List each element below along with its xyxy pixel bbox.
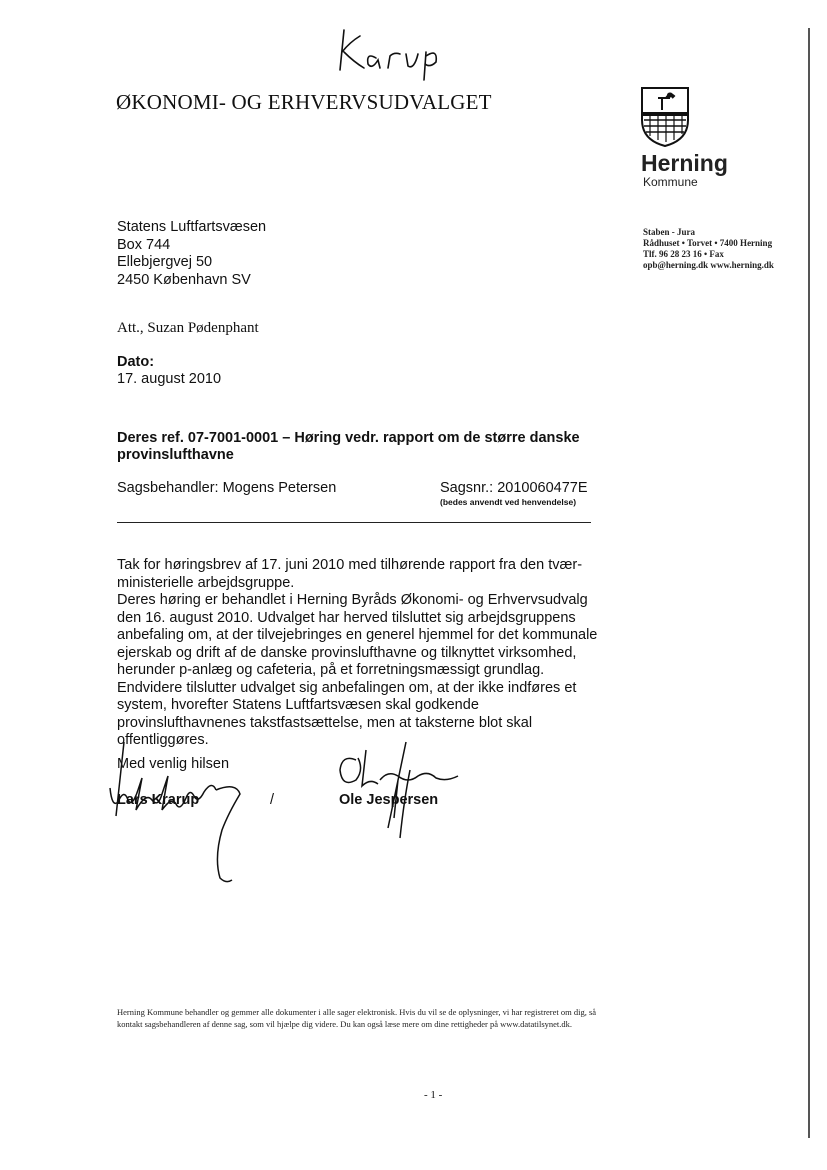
date-value: 17. august 2010 [117,371,222,387]
sender-phone: Tlf. 96 28 23 16 • Fax [643,249,724,259]
sender-department: Staben - Jura [643,227,696,237]
body-paragraph: Deres høring er behandlet i Herning Byråds Økonomi- og Erhvervsudvalg den 16. august 2010. Udvalget har herved tilsluttet sig arbejdsgruppens anbefaling om, at der tilvejebringes en generel hjemmel for det kommunale ejerskab og drift af de danske provinslufthavne og tilknyttet virksomhed, herunder p-anlæg og cafeteria, på et forretningsmæssigt grundlag. Endvidere tilslutter udvalget sig anbefalingen om, at der ikke indføres et system, hvorefter Statens Luftfartsvæsen skal godkende provinslufthavnenes takstfastsættelse, men at taksterne blot skal offentliggøres. [117,592,598,748]
sender-block [643,227,774,271]
recipient-address [117,219,266,289]
body-paragraph: Tak for høringsbrev af 17. juni 2010 med tilhørende rapport fra den tvær-ministerielle arbejdsgruppe. [117,557,583,591]
municipality-subtitle: Kommune [643,175,698,189]
signatory-1-name: Lars Krarup [117,792,200,808]
reference-heading: Deres ref. 07-7001-0001 – Høring vedr. rapport om de større danske provinslufthavne [117,430,580,463]
recipient-line: 2450 København SV [117,271,251,288]
divider [117,522,591,523]
closing-greeting: Med venlig hilsen [117,756,230,772]
case-number-note: (bedes anvendt ved henvendelse) [440,497,577,507]
committee-title: ØKONOMI- OG ERHVERVSUDVALGET [116,90,492,114]
signature-2 [328,740,478,840]
letter-body [117,557,601,750]
herning-coat-of-arms-icon [640,86,690,148]
recipient-line: Ellebjergvej 50 [117,254,213,270]
scan-edge-line [808,28,810,1138]
municipality-name: Herning [641,150,728,176]
signatory-separator: / [270,792,275,808]
date-label: Dato: [117,354,155,370]
attention-line: Att., Suzan Pødenphant [117,320,259,336]
recipient-line: Statens Luftfartsvæsen [117,219,267,235]
privacy-footer: Herning Kommune behandler og gemmer alle dokumenter i alle sager elektronisk. Hvis du vil se de oplysninger, vi har registreret om dig, så kontakt sagsbehandleren af denne sag, som vil hjælpe dig videre. Du kan også læse mere om dine rettigheder på www.datatilsynet.dk. [117,1007,597,1029]
sender-contact: opb@herning.dk www.herning.dk [643,260,774,270]
page-number: - 1 - [424,1089,443,1101]
signatory-2-name: Ole Jespersen [339,792,439,808]
handwritten-note [330,22,480,82]
case-number: Sagsnr.: 2010060477E [440,480,588,496]
case-handler: Sagsbehandler: Mogens Petersen [117,480,337,496]
recipient-line: Box 744 [117,236,171,253]
sender-address: Rådhuset • Torvet • 7400 Herning [643,238,773,248]
signature-1 [102,738,252,883]
